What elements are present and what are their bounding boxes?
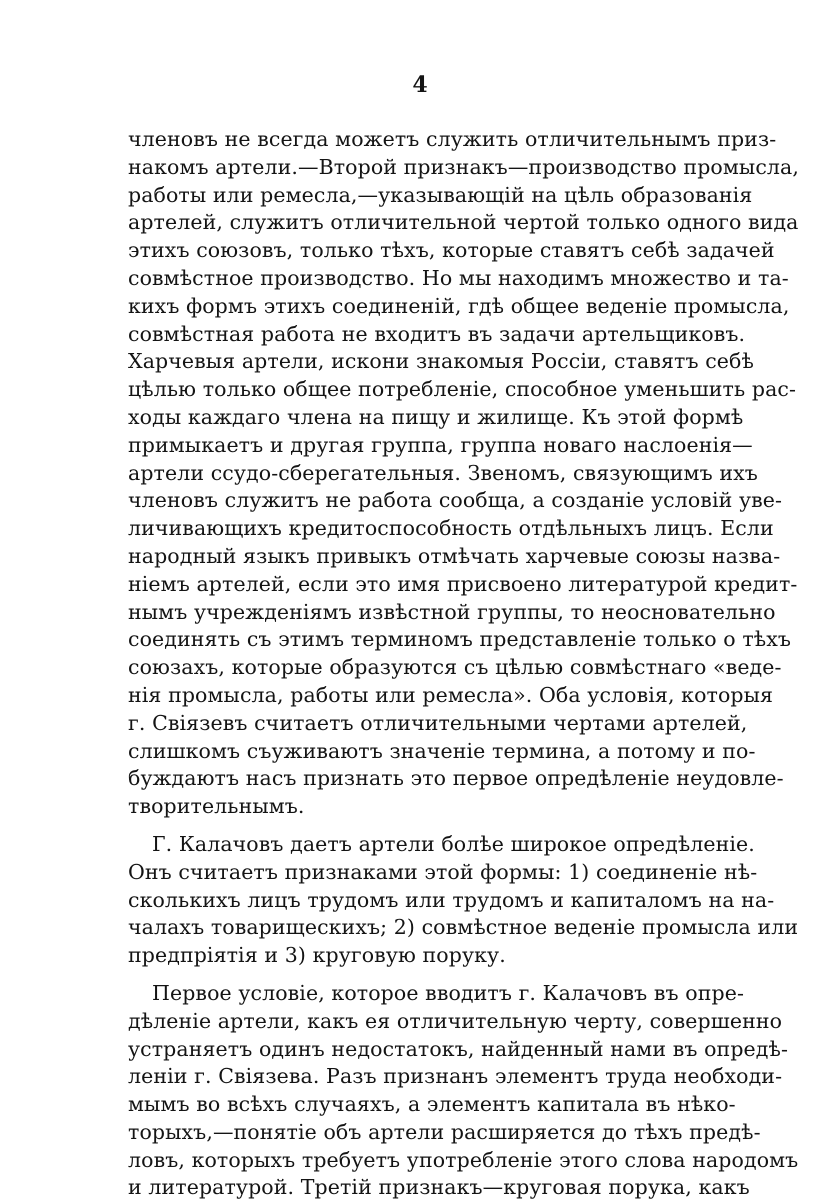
text-line: примыкаетъ и другая группа, группа новаго наслоенія— <box>128 432 753 457</box>
text-line: накомъ артели.—Второй признакъ—производство промысла, <box>128 154 799 179</box>
text-line: чалахъ товарищескихъ; 2) совмѣстное веденіе промысла или <box>128 915 799 940</box>
text-line: артели ссудо-сберегательныя. Звеномъ, связующимъ ихъ <box>128 460 758 485</box>
text-line: членовъ служитъ не работа сообща, а созданіе условій уве- <box>128 488 783 513</box>
text-line: членовъ не всегда можетъ служить отличительнымъ приз- <box>128 127 777 151</box>
body-text <box>128 126 799 1202</box>
paragraph-gap <box>128 821 696 831</box>
text-line: артелей, служитъ отличительной чертой только одного вида <box>128 210 799 235</box>
text-line: совмѣстное производство. Но мы находимъ множество и та- <box>128 265 789 290</box>
text-line: и литературой. Третій признакъ—круговая порука, какъ <box>128 1175 750 1200</box>
text-line: народный языкъ привыкъ отмѣчать харчевые союзы назва- <box>128 543 781 568</box>
paragraph <box>128 980 799 1202</box>
text-line: слишкомъ съуживаютъ значеніе термина, а потому и по- <box>128 738 756 763</box>
text-line: ловъ, которыхъ требуетъ употребленіе этого слова народомъ <box>128 1147 799 1172</box>
text-line: г. Свіязевъ считаетъ отличительными чертами артелей, <box>128 710 748 735</box>
text-line: нія промысла, работы или ремесла». Оба условія, которыя <box>128 682 774 707</box>
text-line: нымъ учрежденіямъ извѣстной группы, то неосновательно <box>128 599 776 624</box>
text-line: сколькихъ лицъ трудомъ или трудомъ и капиталомъ на на- <box>128 887 775 912</box>
text-line: личивающихъ кредитоспособность отдѣльныхъ лицъ. Если <box>128 516 774 541</box>
text-line: работы или ремесла,—указывающій на цѣль образованія <box>128 182 753 207</box>
text-line: предпріятія и 3) круговую поруку. <box>128 943 506 968</box>
text-line: творительнымъ. <box>128 794 305 819</box>
text-line: буждаютъ насъ признать это первое опредѣленіе неудовле- <box>128 766 784 791</box>
text-line: совмѣстная работа не входитъ въ задачи артельщиковъ. <box>128 321 746 346</box>
text-line: кихъ формъ этихъ соединеній, гдѣ общее веденіе промысла, <box>128 293 790 318</box>
text-line: торыхъ,—понятіе объ артели расширяется до тѣхъ предѣ- <box>128 1119 761 1144</box>
paragraph <box>128 831 799 970</box>
text-line: дѣленіе артели, какъ ея отличительную черту, совершенно <box>128 1008 783 1033</box>
text-line: союзахъ, которые образуются съ цѣлью совмѣстнаго «веде- <box>128 655 782 680</box>
text-line: мымъ во всѣхъ случаяхъ, а элементъ капитала въ нѣко- <box>128 1092 736 1117</box>
paragraph <box>128 126 799 821</box>
text-line: Харчевыя артели, искони знакомыя Россіи, ставятъ себѣ <box>128 349 754 374</box>
text-line: цѣлью только общее потребленіе, способное уменьшить рас- <box>128 377 796 402</box>
text-line: леніи г. Свіязева. Разъ признанъ элементъ труда необходи- <box>128 1064 783 1089</box>
text-line: соединять съ этимъ терминомъ представленіе только о тѣхъ <box>128 627 792 652</box>
text-line: Первое условіе, которое вводитъ г. Калачовъ въ опре- <box>152 980 744 1005</box>
text-line: Онъ считаетъ признаками этой формы: 1) соединеніе нѣ- <box>128 859 758 884</box>
text-line: ходы каждаго члена на пищу и жилище. Къ этой формѣ <box>128 404 744 429</box>
text-line: ніемъ артелей, если это имя присвоено литературой кредит- <box>128 571 798 596</box>
paragraph-gap <box>128 970 696 980</box>
text-line: этихъ союзовъ, только тѣхъ, которые ставятъ себѣ задачей <box>128 238 775 263</box>
text-line: Г. Калачовъ даетъ артели болѣе широкое опредѣленіе. <box>152 831 755 856</box>
page-number: 4 <box>412 72 428 98</box>
text-line: устраняетъ одинъ недостатокъ, найденный нами въ опредѣ- <box>128 1036 788 1061</box>
